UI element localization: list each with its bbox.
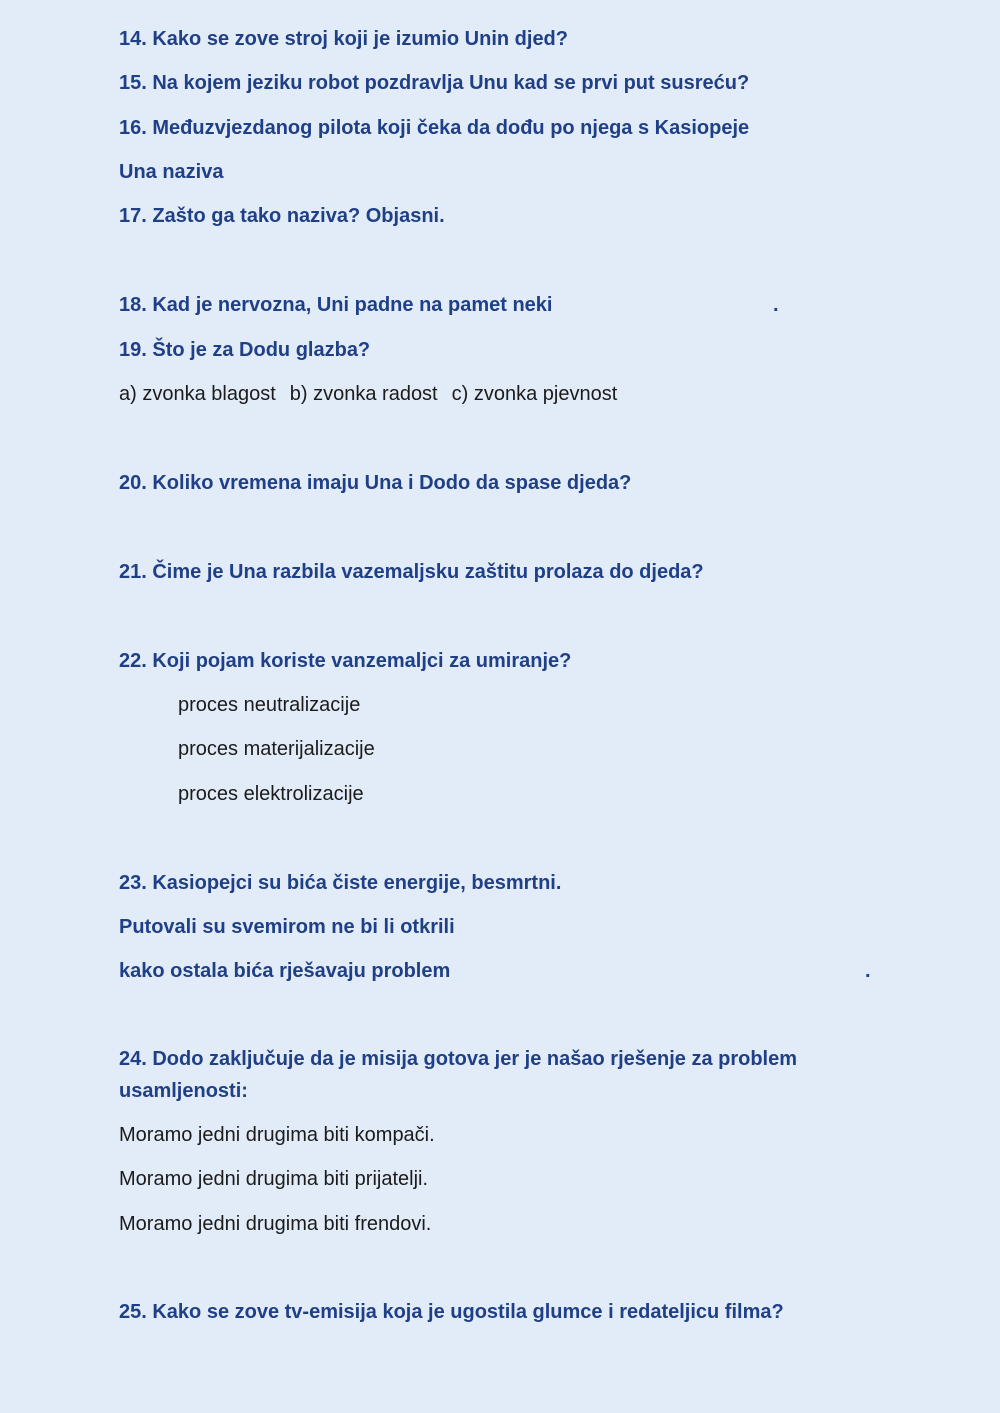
question-25: 25. Kako se zove tv-emisija koja je ugostila glumce i redateljicu filma? <box>119 1301 784 1323</box>
question-24-option: Moramo jedni drugima biti prijatelji. <box>119 1168 429 1190</box>
question-21: 21. Čime je Una razbila vazemaljsku zaštitu prolaza do djeda? <box>119 561 704 583</box>
option-c: c) zvonka pjevnost <box>451 383 618 405</box>
question-16-line-1: 16. Međuzvjezdanog pilota koji čeka da dođu po njega s Kasiopeje <box>119 117 750 139</box>
question-19: 19. Što je za Dodu glazba? <box>119 339 371 361</box>
question-14: 14. Kako se zove stroj koji je izumio Unin djed? <box>119 28 568 50</box>
question-22-option: proces materijalizacije <box>178 738 375 760</box>
question-22-option: proces neutralizacije <box>178 694 361 716</box>
question-22: 22. Koji pojam koriste vanzemaljci za umiranje? <box>119 650 572 672</box>
question-18: 18. Kad je nervozna, Uni padne na pamet neki <box>119 294 553 316</box>
option-b: b) zvonka radost <box>289 383 438 405</box>
question-22-option: proces elektrolizacije <box>178 783 364 805</box>
question-16-line-2: Una naziva <box>119 161 224 183</box>
option-a: a) zvonka blagost <box>119 383 276 405</box>
question-20: 20. Koliko vremena imaju Una i Dodo da spase djeda? <box>119 472 632 494</box>
question-18-blank-end-dot: . <box>773 294 779 316</box>
question-17: 17. Zašto ga tako naziva? Objasni. <box>119 205 445 227</box>
question-15: 15. Na kojem jeziku robot pozdravlja Unu kad se prvi put susreću? <box>119 72 750 94</box>
question-23-line-2: Putovali su svemirom ne bi li otkrili <box>119 916 455 938</box>
question-24-line-2: usamljenosti: <box>119 1080 248 1102</box>
question-24-line-1: 24. Dodo zaključuje da je misija gotova jer je našao rješenje za problem <box>119 1048 798 1070</box>
question-23-blank-end-dot: . <box>865 960 871 982</box>
question-23-line-3: kako ostala bića rješavaju problem <box>119 960 451 982</box>
question-24-option: Moramo jedni drugima biti kompači. <box>119 1124 435 1146</box>
question-23-line-1: 23. Kasiopejci su bića čiste energije, besmrtni. <box>119 872 562 894</box>
question-19-options <box>119 382 617 406</box>
question-24-option: Moramo jedni drugima biti frendovi. <box>119 1213 432 1235</box>
